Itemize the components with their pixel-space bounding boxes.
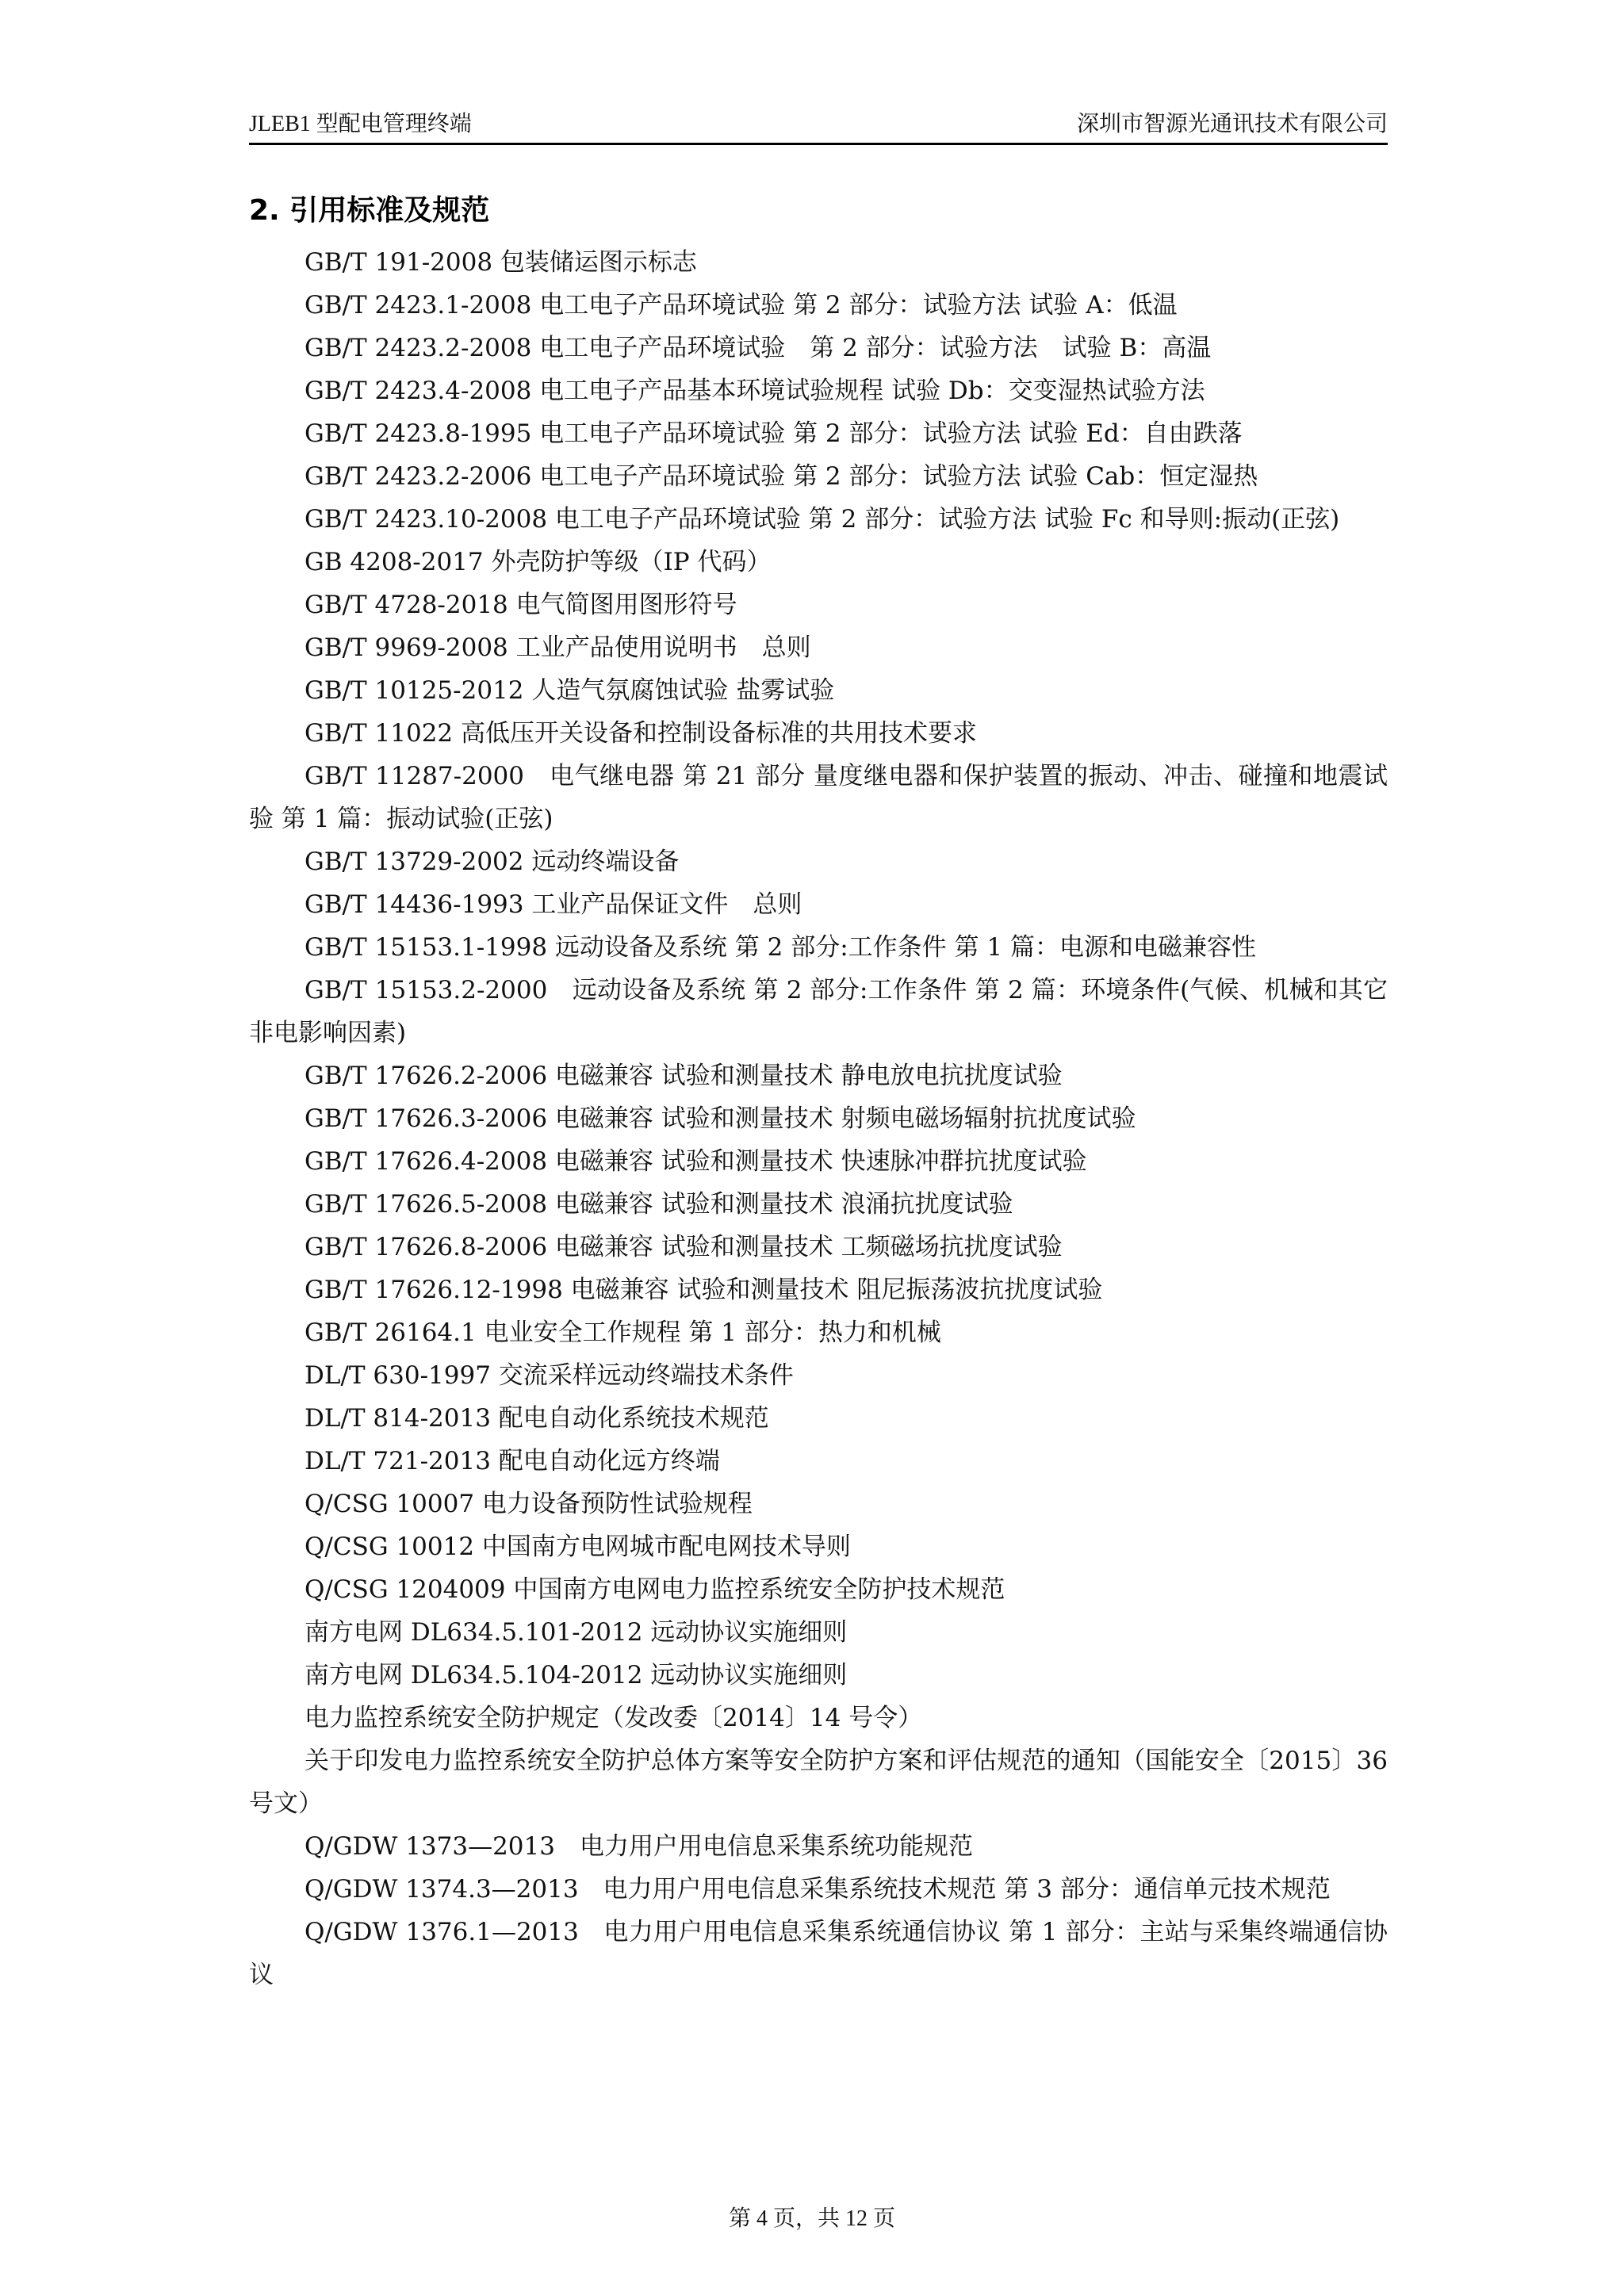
reference-item: GB/T 13729-2002 远动终端设备 bbox=[304, 848, 680, 876]
reference-item: GB/T 17626.8-2006 电磁兼容 试验和测量技术 工频磁场抗扰度试验 bbox=[304, 1233, 1063, 1261]
reference-item: GB/T 14436-1993 工业产品保证文件 总则 bbox=[304, 890, 802, 919]
reference-item: Q/CSG 1204009 中国南方电网电力监控系统安全防护技术规范 bbox=[304, 1575, 1005, 1604]
reference-item: GB/T 26164.1 电业安全工作规程 第 1 部分：热力和机械 bbox=[304, 1318, 941, 1347]
reference-item: DL/T 814-2013 配电自动化系统技术规范 bbox=[304, 1404, 769, 1433]
reference-item: GB/T 10125-2012 人造气氛腐蚀试验 盐雾试验 bbox=[304, 676, 835, 705]
section-title: 2. 引用标准及规范 bbox=[249, 194, 490, 227]
reference-item: GB/T 17626.5-2008 电磁兼容 试验和测量技术 浪涌抗扰度试验 bbox=[304, 1190, 1013, 1219]
reference-item: GB/T 17626.2-2006 电磁兼容 试验和测量技术 静电放电抗扰度试验 bbox=[304, 1062, 1063, 1090]
reference-standards-list bbox=[249, 241, 1388, 1996]
reference-item: GB/T 2423.10-2008 电工电子产品环境试验 第 2 部分：试验方法 试验 Fc 和导则:振动(正弦) bbox=[304, 505, 1340, 534]
reference-item: 南方电网 DL634.5.101-2012 远动协议实施细则 bbox=[304, 1618, 848, 1647]
reference-item: GB/T 2423.4-2008 电工电子产品基本环境试验规程 试验 Db：交变湿热试验方法 bbox=[304, 377, 1205, 405]
reference-item: GB/T 2423.2-2008 电工电子产品环境试验 第 2 部分：试验方法 试验 B：高温 bbox=[304, 334, 1212, 362]
reference-item: GB/T 17626.12-1998 电磁兼容 试验和测量技术 阻尼振荡波抗扰度试验 bbox=[304, 1276, 1103, 1304]
header-product-name: JLEB1 型配电管理终端 bbox=[249, 112, 472, 136]
page-footer: 第 4 页，共 12 页 bbox=[728, 2206, 895, 2231]
reference-item: GB/T 17626.3-2006 电磁兼容 试验和测量技术 射频电磁场辐射抗扰度试验 bbox=[304, 1104, 1136, 1133]
reference-item: GB/T 15153.2-2000 远动设备及系统 第 2 部分:工作条件 第 2 篇：环境条件(气候、机械和其它非电影响因素) bbox=[249, 976, 1388, 1047]
reference-item: GB/T 191-2008 包装储运图示标志 bbox=[304, 248, 697, 277]
reference-item: GB/T 9969-2008 工业产品使用说明书 总则 bbox=[304, 633, 811, 662]
reference-item: GB/T 2423.2-2006 电工电子产品环境试验 第 2 部分：试验方法 试验 Cab：恒定湿热 bbox=[304, 462, 1258, 491]
reference-item: Q/GDW 1373—2013 电力用户用电信息采集系统功能规范 bbox=[304, 1832, 973, 1861]
reference-item: GB/T 2423.1-2008 电工电子产品环境试验 第 2 部分：试验方法 试验 A：低温 bbox=[304, 291, 1178, 320]
reference-item: GB/T 17626.4-2008 电磁兼容 试验和测量技术 快速脉冲群抗扰度试验 bbox=[304, 1147, 1087, 1176]
reference-item: GB/T 15153.1-1998 远动设备及系统 第 2 部分:工作条件 第 1 篇：电源和电磁兼容性 bbox=[304, 933, 1256, 962]
header-company-name: 深圳市智源光通讯技术有限公司 bbox=[1076, 112, 1388, 136]
reference-item: GB/T 11022 高低压开关设备和控制设备标准的共用技术要求 bbox=[304, 719, 977, 748]
reference-item: GB/T 4728-2018 电气简图用图形符号 bbox=[304, 591, 737, 619]
reference-item: 关于印发电力监控系统安全防护总体方案等安全防护方案和评估规范的通知（国能安全〔2015〕36 号文） bbox=[249, 1747, 1388, 1818]
reference-item: DL/T 630-1997 交流采样远动终端技术条件 bbox=[304, 1361, 794, 1390]
reference-item: GB 4208-2017 外壳防护等级（IP 代码） bbox=[304, 548, 772, 576]
reference-item: Q/CSG 10012 中国南方电网城市配电网技术导则 bbox=[304, 1533, 851, 1561]
reference-item: Q/CSG 10007 电力设备预防性试验规程 bbox=[304, 1490, 753, 1518]
reference-item: DL/T 721-2013 配电自动化远方终端 bbox=[304, 1447, 720, 1475]
reference-item: Q/GDW 1376.1—2013 电力用户用电信息采集系统通信协议 第 1 部分：主站与采集终端通信协议 bbox=[249, 1918, 1388, 1989]
reference-item: GB/T 11287-2000 电气继电器 第 21 部分 量度继电器和保护装置的振动、冲击、碰撞和地震试验 第 1 篇：振动试验(正弦) bbox=[249, 762, 1388, 833]
reference-item: 电力监控系统安全防护规定（发改委〔2014〕14 号令） bbox=[304, 1704, 923, 1732]
reference-item: Q/GDW 1374.3—2013 电力用户用电信息采集系统技术规范 第 3 部分：通信单元技术规范 bbox=[304, 1875, 1331, 1904]
reference-item: 南方电网 DL634.5.104-2012 远动协议实施细则 bbox=[304, 1661, 848, 1689]
page-header bbox=[249, 106, 1388, 145]
reference-item: GB/T 2423.8-1995 电工电子产品环境试验 第 2 部分：试验方法 试验 Ed：自由跌落 bbox=[304, 419, 1243, 448]
